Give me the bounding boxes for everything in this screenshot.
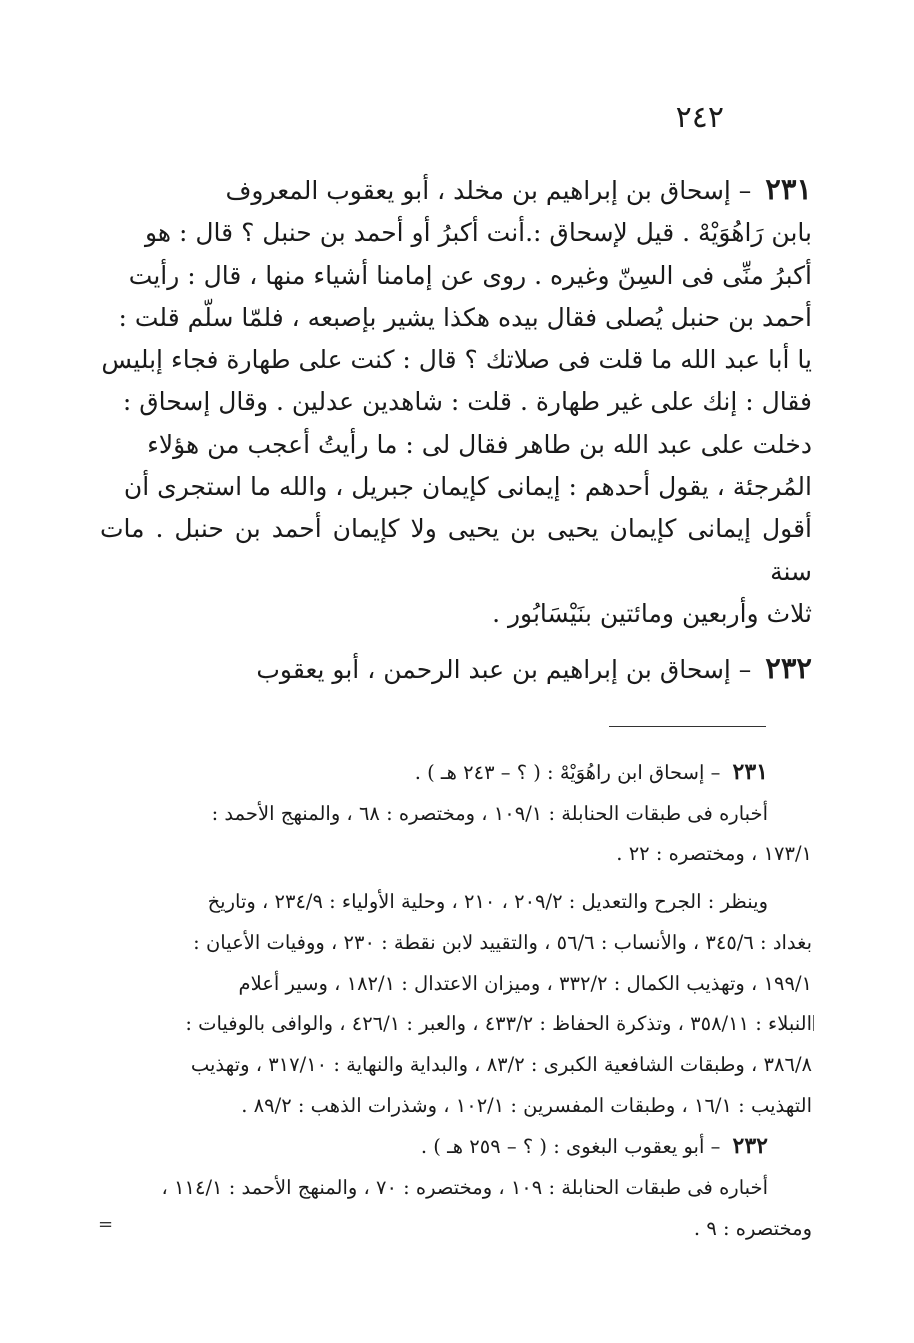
entry-232-heading — [100, 647, 812, 691]
footnote-heading-text: – أبو يعقوب البغوى : ( ؟ – ٢٥٩ هـ ) . — [420, 1135, 727, 1159]
footnote-line: النبلاء : ٣٥٨/١١ ، وتذكرة الحفاظ : ٤٣٣/٢ ، والعبر : ٤٢٦/١ ، والوافى بالوفيات : — [185, 1012, 812, 1036]
entry-number: ٢٣١ — [765, 172, 812, 206]
footnote-line: بغداد : ٣٤٥/٦ ، والأنساب : ٥٦/٦ ، والتقييد لابن نقطة : ٢٣٠ ، ووفيات الأعيان : — [193, 930, 812, 954]
entry-231-heading — [100, 168, 812, 212]
text-line: ثلاث وأربعين ومائتين بنَيْسَابُور . — [492, 598, 812, 628]
text-line: أقول إيمانى كإيمان يحيى بن يحيى ولا كإيمان أحمد بن حنبل . مات سنة — [100, 514, 812, 586]
footnote-divider — [609, 726, 766, 727]
footnote-line: التهذيب : ١٦/١ ، وطبقات المفسرين : ١٠٢/١ ، وشذرات الذهب : ٨٩/٢ . — [241, 1093, 812, 1117]
entry-text: – إسحاق بن إبراهيم بن عبد الرحمن ، أبو يعقوب — [256, 655, 760, 685]
footnote-number: ٢٣١ — [732, 759, 768, 785]
footnote-line: ٣٨٦/٨ ، وطبقات الشافعية الكبرى : ٨٣/٢ ، والبداية والنهاية : ٣١٧/١٠ ، وتهذيب — [190, 1052, 812, 1076]
margin-tick — [813, 1015, 814, 1031]
footnote-line: ومختصره : ٩ . — [693, 1216, 812, 1240]
footnote-line: ١٧٣/١ ، ومختصره : ٢٢ . — [616, 842, 812, 866]
text-line: أحمد بن حنبل يُصلى فقال بيده هكذا يشير بإصبعه ، فلمّا سلّم قلت : — [118, 302, 812, 332]
footnote-heading-text: – إسحاق ابن راهُوَيْهْ : ( ؟ – ٢٤٣ هـ ) . — [414, 761, 727, 784]
footnotes — [100, 752, 812, 1249]
text-line: يا أبا عبد الله ما قلت فى صلاتك ؟ قال : كنت على طهارة فجاء إبليس — [101, 345, 812, 375]
continuation-mark: = — [98, 1214, 114, 1235]
text-line: دخلت على عبد الله بن طاهر فقال لى : ما رأيتُ أعجب من هؤلاء — [147, 429, 812, 459]
entry-text: – إسحاق بن إبراهيم بن مخلد ، أبو يعقوب المعروف — [225, 176, 760, 205]
footnote-232-heading — [100, 1126, 812, 1168]
footnote-number: ٢٣٢ — [732, 1133, 768, 1160]
footnote-line: أخباره فى طبقات الحنابلة : ١٠٩/١ ، ومختصره : ٦٨ ، والمنهج الأحمد : — [211, 801, 768, 825]
page-number: ٢٤٢ — [675, 100, 724, 135]
text-line: بابن رَاهُوَيْهْ . قيل لإسحاق :.أنت أكبرُ أو أحمد بن حنبل ؟ قال : هو — [144, 218, 812, 248]
text-line: أكبرُ منِّى فى السِنّ وغيره . روى عن إمامنا أشياء منها ، قال : رأيت — [128, 260, 812, 290]
text-line: فقال : إنك على غير طهارة . قلت : شاهدين عدلين . وقال إسحاق : — [122, 387, 812, 417]
entry-number: ٢٣٢ — [765, 651, 812, 686]
footnote-line: وينظر : الجرح والتعديل : ٢٠٩/٢ ، ٢١٠ ، وحلية الأولياء : ٢٣٤/٩ ، وتاريخ — [207, 890, 768, 914]
footnote-231-heading — [100, 752, 812, 794]
main-text — [100, 168, 812, 692]
footnote-line: ١٩٩/١ ، وتهذيب الكمال : ٣٣٢/٢ ، وميزان الاعتدال : ١٨٢/١ ، وسير أعلام — [238, 971, 812, 995]
footnote-line: أخباره فى طبقات الحنابلة : ١٠٩ ، ومختصره : ٧٠ ، والمنهج الأحمد : ١١٤/١ ، — [161, 1176, 768, 1200]
text-line: المُرجئة ، يقول أحدهم : إيمانى كإيمان جبريل ، والله ما استجرى أن — [123, 472, 812, 502]
